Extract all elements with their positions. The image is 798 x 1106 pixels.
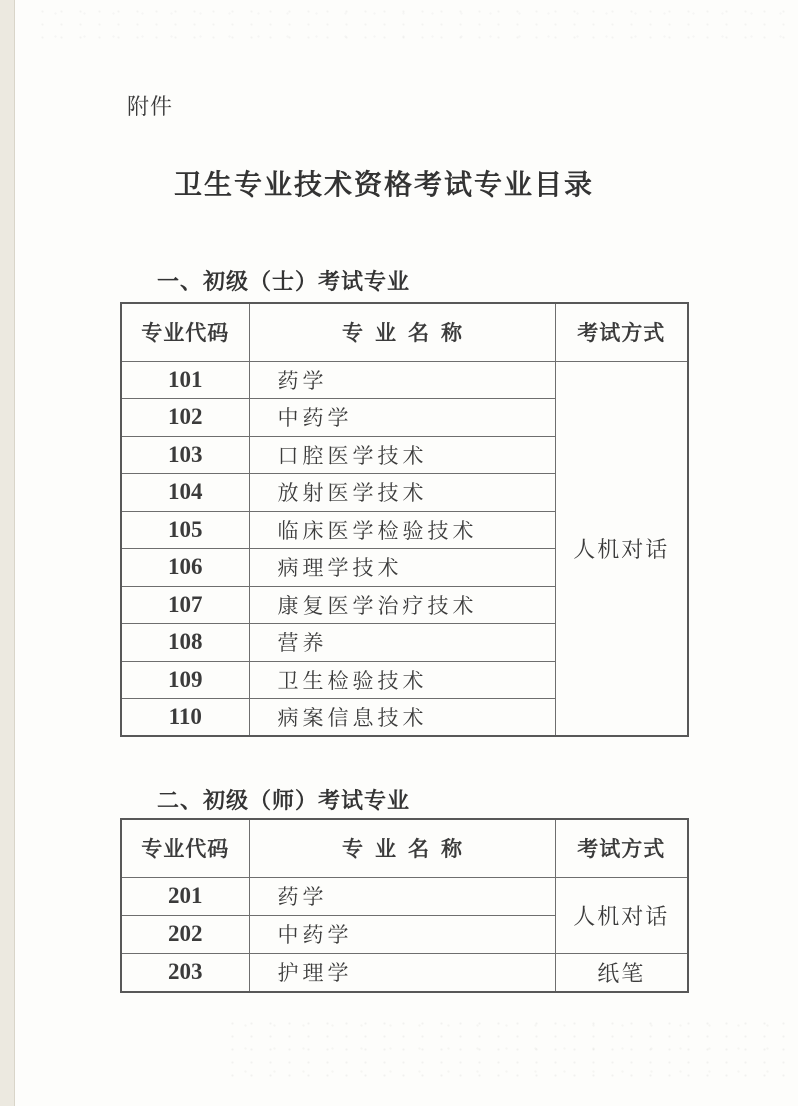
code-cell: 107 (121, 586, 249, 624)
column-header-method: 考试方式 (555, 303, 688, 361)
code-cell: 105 (121, 511, 249, 549)
document-title: 卫生专业技术资格考试专业目录 (173, 169, 594, 200)
name-cell: 病案信息技术 (249, 699, 555, 737)
column-header-code: 专业代码 (121, 819, 249, 877)
code-cell: 104 (121, 474, 249, 512)
name-cell: 病理学技术 (249, 549, 555, 587)
name-cell: 中药学 (249, 399, 555, 437)
code-cell: 108 (121, 624, 249, 662)
name-cell: 放射医学技术 (249, 474, 555, 512)
column-header-name: 专业名称 (249, 819, 555, 877)
name-cell: 药学 (249, 877, 555, 915)
column-header-method: 考试方式 (555, 819, 688, 877)
code-cell: 202 (121, 915, 249, 953)
code-cell: 110 (121, 699, 249, 737)
name-cell: 药学 (249, 361, 555, 399)
column-header-code: 专业代码 (121, 303, 249, 361)
section1-table (120, 302, 689, 737)
name-cell: 营养 (249, 624, 555, 662)
scan-noise-bottom (220, 1012, 790, 1084)
table-row (121, 954, 688, 992)
code-cell: 203 (121, 954, 249, 992)
attachment-label: 附件 (127, 94, 174, 119)
scan-noise-top (30, 0, 790, 46)
code-cell: 101 (121, 361, 249, 399)
code-cell: 102 (121, 399, 249, 437)
section1-heading: 一、初级（士）考试专业 (157, 269, 411, 294)
table-header-row (121, 303, 688, 361)
section2-heading: 二、初级（师）考试专业 (157, 788, 411, 813)
table-header-row (121, 819, 688, 877)
name-cell: 护理学 (249, 954, 555, 992)
method-cell-merged: 人机对话 (555, 877, 688, 954)
table-row (121, 877, 688, 915)
code-cell: 103 (121, 436, 249, 474)
method-cell-merged: 人机对话 (555, 361, 688, 736)
name-cell: 卫生检验技术 (249, 661, 555, 699)
section2-table (120, 818, 689, 993)
name-cell: 康复医学治疗技术 (249, 586, 555, 624)
code-cell: 201 (121, 877, 249, 915)
method-cell: 纸笔 (555, 954, 688, 992)
name-cell: 口腔医学技术 (249, 436, 555, 474)
name-cell: 中药学 (249, 915, 555, 953)
code-cell: 106 (121, 549, 249, 587)
code-cell: 109 (121, 661, 249, 699)
table-row (121, 361, 688, 399)
column-header-name: 专业名称 (249, 303, 555, 361)
name-cell: 临床医学检验技术 (249, 511, 555, 549)
